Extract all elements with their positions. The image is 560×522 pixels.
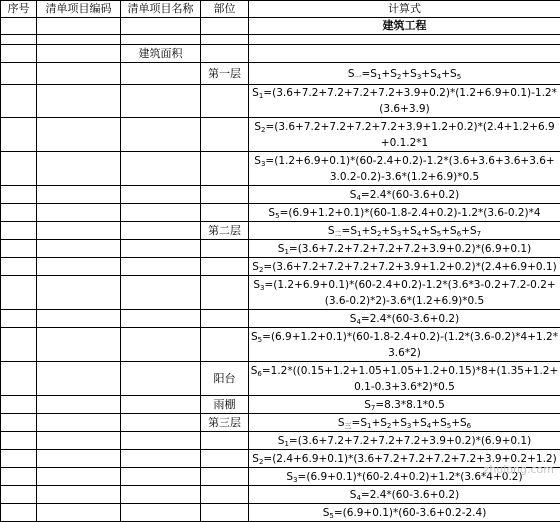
cell-code[interactable] [37,222,121,240]
cell-seq[interactable] [1,396,37,414]
cell-part[interactable] [201,258,249,276]
table-row [1,450,560,468]
cell-item-name[interactable] [121,468,201,486]
cell-code[interactable] [37,204,121,222]
cell-item-name[interactable] [121,328,201,362]
table-row [1,276,560,310]
cell-empty[interactable] [37,18,121,35]
cell-seq[interactable] [1,414,37,432]
cell-part[interactable]: 雨棚 [201,396,249,414]
cell-part[interactable]: 第一层 [201,63,249,85]
cell-code[interactable] [37,504,121,522]
header-code: 清单项目编码 [37,1,121,18]
table-row [1,396,560,414]
cell-code[interactable] [37,258,121,276]
cell-formula[interactable]: $S_6=1.2*((0.15+1.2+1.05+1.05+1.2+0.15)*8+(1.35+1.2+0.1-0.3+3.6*2)*0.5$ [249,362,560,396]
cell-part[interactable] [201,450,249,468]
cell-seq[interactable] [1,240,37,258]
cell-part[interactable] [201,240,249,258]
cell-item-name[interactable] [121,258,201,276]
cell-code[interactable] [37,432,121,450]
cell-item-name[interactable] [121,63,201,85]
cell-item-name[interactable] [121,310,201,328]
table-row [1,222,560,240]
table-row [1,118,560,152]
cell-code[interactable] [37,396,121,414]
cell-formula[interactable]: $S_5=(6.9+1.2+0.1)*(60-1.8-2.4+0.2)-(1.2*(3.6-0.2)*4+1.2*3.6*2)$ [249,328,560,362]
cell-empty[interactable] [249,35,560,45]
cell-seq[interactable] [1,63,37,85]
cell-code[interactable] [37,414,121,432]
cell-formula[interactable]: $S_5=(6.9+1.2+0.1)*(60-1.8-2.4+0.2)-1.2*(3.6-0.2)*4$ [249,204,560,222]
cell-formula[interactable]: $S_3=(1.2+6.9+0.1)*(60-2.4+0.2)-1.2*(3.6+3.6+3.6+3.6+3.0.2-0.2)-3.6*(1.2+6.9)*0.5$ [249,152,560,186]
cell-code[interactable] [37,240,121,258]
cell-item-name[interactable] [121,414,201,432]
cell-seq[interactable] [1,486,37,504]
cell-code[interactable] [37,328,121,362]
cell-part[interactable] [201,85,249,118]
cell-formula[interactable]: $S_4=2.4*(60-3.6+0.2)$ [249,186,560,204]
cell-part[interactable] [201,468,249,486]
table-row [1,414,560,432]
header-part: 部位 [201,1,249,18]
cell-item-name[interactable] [121,204,201,222]
cell-item-name[interactable] [121,362,201,396]
table-row [1,258,560,276]
cell-item-name[interactable] [121,118,201,152]
cell-seq[interactable] [1,258,37,276]
cell-part[interactable] [201,118,249,152]
cell-part[interactable] [201,186,249,204]
table-row [1,362,560,396]
cell-formula[interactable]: $S_一=S_1+S_2+S_3+S_4+S_5$ [249,63,560,85]
cell-seq[interactable] [1,118,37,152]
cell-code[interactable] [37,63,121,85]
cell-formula[interactable]: $S_1=(3.6+7.2+7.2+7.2+7.2+3.9+0.2)*(6.9+0.1)$ [249,432,560,450]
cell-formula[interactable]: $S_4=2.4*(60-3.6+0.2)$ [249,310,560,328]
cell-code[interactable] [37,85,121,118]
cell-part[interactable] [201,310,249,328]
cell-seq[interactable] [1,186,37,204]
cell-formula[interactable]: $S_二=S_1+S_2+S_3+S_4+S_5+S_6+S_7$ [249,222,560,240]
cell-seq[interactable] [1,152,37,186]
watermark: zhulong.com [484,463,554,476]
table-row [1,486,560,504]
cell-formula[interactable]: $S_1=(3.6+7.2+7.2+7.2+7.2+3.9+0.2)*(6.9+0.1)$ [249,240,560,258]
table-row [1,328,560,362]
cell-code[interactable] [37,152,121,186]
cell-part[interactable] [201,486,249,504]
header-formula: 计算式 [249,1,560,18]
table-row [1,240,560,258]
cell-code[interactable] [37,276,121,310]
cell-item-name[interactable] [121,240,201,258]
cell-item-name[interactable] [121,85,201,118]
cell-part[interactable]: 第二层 [201,222,249,240]
table-row [1,432,560,450]
cell-seq[interactable] [1,468,37,486]
table-row [1,186,560,204]
cell-part[interactable]: 第三层 [201,414,249,432]
cell-part[interactable] [201,328,249,362]
cell-empty[interactable] [201,18,249,35]
cell-item-name[interactable] [121,450,201,468]
cell-formula[interactable]: $S_5=(6.9+0.1)*(60-3.6+0.2-2.4)$ [249,504,560,522]
cell-item-name[interactable] [121,486,201,504]
cell-part[interactable] [201,204,249,222]
cell-seq[interactable] [1,276,37,310]
section-row [1,18,560,35]
cell-formula[interactable]: $S_4=2.4*(60-3.6+0.2)$ [249,486,560,504]
cell-item-name[interactable]: 建筑面积 [121,45,201,63]
cell-seq[interactable] [1,504,37,522]
cell-seq[interactable] [1,204,37,222]
cell-empty[interactable] [37,35,121,45]
cell-seq[interactable] [1,310,37,328]
table-row [1,204,560,222]
header-row [1,1,560,18]
cell-empty[interactable] [1,35,37,45]
cell-seq[interactable] [1,432,37,450]
cell-formula[interactable]: $S_3=(1.2+6.9+0.1)*(60-2.4+0.2)-1.2*(3.6*3-0.2+7.2-0.2+(3.6-0.2)*2)-3.6*(1.2+6.9)*0.5$ [249,276,560,310]
cell-formula[interactable]: $S_7=8.3*8.1*0.5$ [249,396,560,414]
table-row [1,504,560,522]
cell-code[interactable] [37,45,121,63]
cell-seq[interactable] [1,85,37,118]
cell-part[interactable] [201,432,249,450]
cell-part[interactable] [201,45,249,63]
table-row [1,85,560,118]
cell-part[interactable] [201,504,249,522]
table-row [1,35,560,45]
cell-formula[interactable]: $S_2=(3.6+7.2+7.2+7.2+7.2+3.9+1.2+0.2)*(2.4+6.9+0.1)$ [249,258,560,276]
table-row [1,152,560,186]
cell-empty[interactable] [121,35,201,45]
cell-code[interactable] [37,310,121,328]
cell-seq[interactable] [1,450,37,468]
cell-formula[interactable]: $S_1=(3.6+7.2+7.2+7.2+7.2+3.9+0.2)*(1.2+6.9+0.1)-1.2*(3.6+3.9)$ [249,85,560,118]
cell-formula[interactable]: $S_2=(2.4+6.9+0.1)*(3.6+7.2+7.2+7.2+7.2+3.9+0.2+1.2)$ [249,450,560,468]
cell-item-name[interactable] [121,504,201,522]
cell-part[interactable] [201,152,249,186]
cell-seq[interactable] [1,362,37,396]
cell-empty[interactable] [1,18,37,35]
cell-seq[interactable] [1,45,37,63]
table-row [1,468,560,486]
cell-empty[interactable] [121,18,201,35]
table-row [1,63,560,85]
cell-part[interactable]: 阳台 [201,362,249,396]
cell-seq[interactable] [1,222,37,240]
cell-item-name[interactable] [121,432,201,450]
table-row [1,310,560,328]
header-name: 清单项目名称 [121,1,201,18]
cell-formula[interactable]: $S_2=(3.6+7.2+7.2+7.2+7.2+3.9+1.2+0.2)*(2.4+1.2+6.9+0.1.2*1$ [249,118,560,152]
cell-empty[interactable] [201,35,249,45]
cell-formula[interactable] [249,45,560,63]
cell-code[interactable] [37,362,121,396]
cell-item-name[interactable] [121,186,201,204]
cell-code[interactable] [37,118,121,152]
cell-formula[interactable]: $S_3=(6.9+0.1)*(60-2.4+0.2)+1.2*(3.6*4+0.2)$ [249,468,560,486]
section-title[interactable]: 建筑工程 [249,18,560,35]
cell-item-name[interactable] [121,396,201,414]
cell-item-name[interactable] [121,222,201,240]
table-row [1,45,560,63]
cell-item-name[interactable] [121,152,201,186]
cell-code[interactable] [37,486,121,504]
cell-part[interactable] [201,276,249,310]
cell-formula[interactable]: $S_三=S_1+S_2+S_3+S_4+S_5+S_6$ [249,414,560,432]
cell-code[interactable] [37,186,121,204]
cell-code[interactable] [37,450,121,468]
cell-seq[interactable] [1,328,37,362]
cell-code[interactable] [37,468,121,486]
cell-item-name[interactable] [121,276,201,310]
header-seq: 序号 [1,1,37,18]
